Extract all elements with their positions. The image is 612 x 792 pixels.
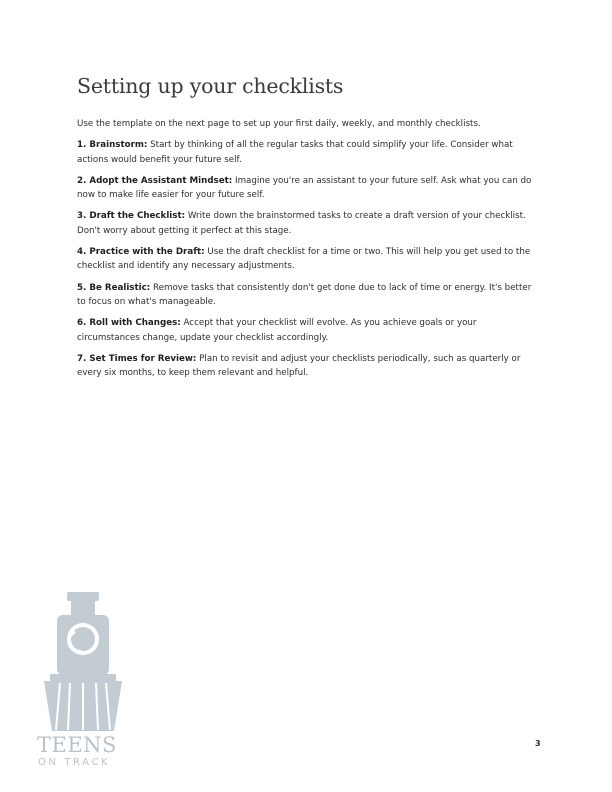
list-item-title: 7. Set Times for Review: [77,353,197,364]
list-item [77,281,537,310]
list-item [77,245,537,274]
list-item-title: 2. Adopt the Assistant Mindset: [77,175,233,186]
list-item-text: Start by thinking of all the regular tasks that could simplify your life. Consider what actions would benefit your future self. [77,140,513,165]
list-item-text: Remove tasks that consistently don't get done due to lack of time or energy. It's better to focus on what's manageable. [77,282,532,307]
intro-paragraph: Use the template on the next page to set up your first daily, weekly, and monthly checklists. [77,119,481,129]
list-item-text: Imagine you're an assistant to your future self. Ask what you can do now to make life easier for your future self. [77,175,532,201]
list-item-text: Use the draft checklist for a time or two. This will help you get used to the checklist and identify any necessary adjustments. [77,247,531,272]
logo-text-on-track: ON TRACK [38,757,111,768]
list-item-title: 6. Roll with Changes: [77,318,181,329]
logo-text-teens: TEENS [37,733,117,757]
list-item [77,209,537,238]
list-item-text: Write down the brainstormed tasks to create a draft version of your checklist. Don't worry about getting it perfect at this stage. [77,211,526,236]
list-item [77,138,537,167]
list-item [77,352,537,381]
list-item-title: 5. Be Realistic: [77,282,151,293]
list-item-title: 1. Brainstorm: [77,140,148,151]
list-item-text: Plan to revisit and adjust your checklists periodically, such as quarterly or every six months, to keep them relevant and helpful. [77,353,521,379]
page-number: 3 [535,739,541,748]
page-title: Setting up your checklists [77,74,344,98]
list-item [77,174,537,203]
list-item [77,316,537,345]
list-item-title: 4. Practice with the Draft: [77,247,205,258]
page-content [77,117,537,387]
list-item-title: 3. Draft the Checklist: [77,211,186,222]
list-item-text: Accept that your checklist will evolve. As you achieve goals or your circumstances change, update your checklist accordingly. [77,318,477,343]
